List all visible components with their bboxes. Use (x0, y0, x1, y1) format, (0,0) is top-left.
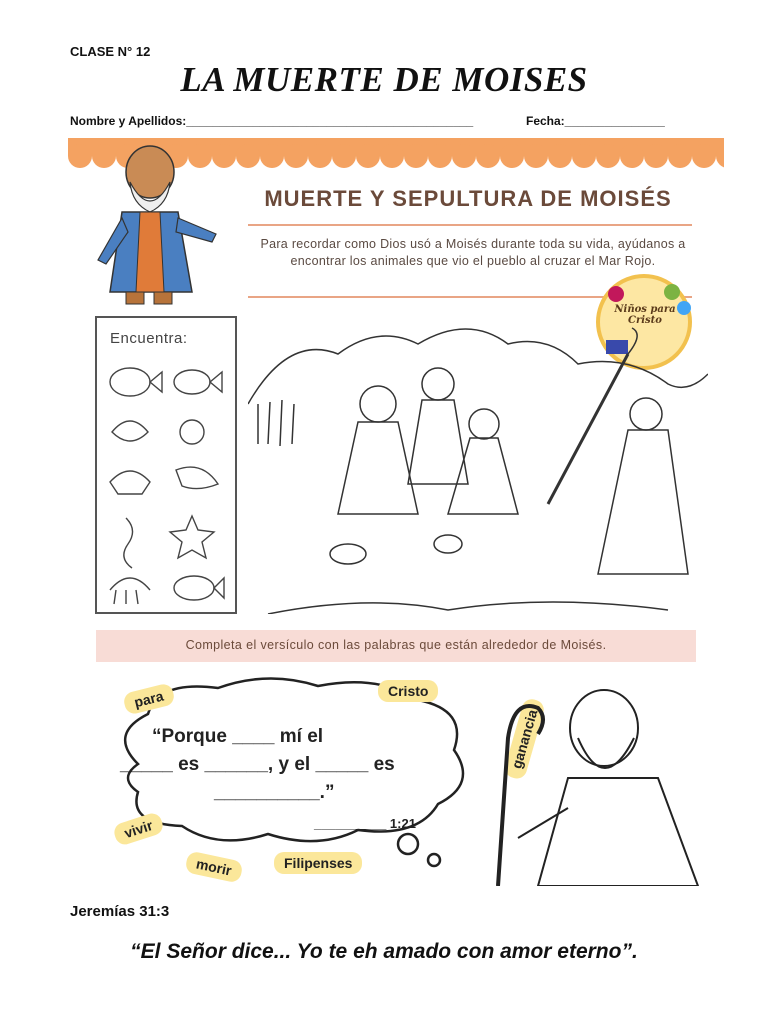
bible-quote: “El Señor dice... Yo te eh amado con amor eterno”. (130, 940, 638, 963)
word-tag-ganancia: ganancia (503, 697, 546, 781)
worksheet-title: MUERTE Y SEPULTURA DE MOISÉS (264, 186, 672, 211)
verse-line: __________.” (214, 782, 335, 803)
verse-reference: __________ 1:21 (314, 816, 416, 831)
class-number: CLASE N° 12 (70, 44, 151, 59)
page-title: LA MUERTE DE MOISES (180, 60, 588, 99)
verse-line: “Porque ____ mí el (152, 726, 324, 747)
word-tag-morir: morir (184, 850, 243, 883)
find-title: Encuentra: (110, 330, 188, 347)
old-moses-illustration (478, 678, 718, 886)
complete-instruction: Completa el versículo con las palabras que están alrededor de Moisés. (185, 638, 607, 652)
worksheet-image (68, 138, 724, 886)
worksheet-instructions: Para recordar como Dios usó a Moisés durante toda su vida, ayúdanos a encontrar los animales que vio el pueblo al cruzar el Mar Rojo. (260, 237, 686, 268)
divider (248, 224, 692, 226)
bible-reference: Jeremías 31:3 (70, 903, 170, 920)
word-tag-para: para (122, 682, 175, 715)
word-tag-cristo: Cristo (378, 680, 438, 702)
animal-icons (102, 360, 226, 606)
date-field: Fecha:_______________ (526, 114, 665, 128)
name-field: Nombre y Apellidos:___________________________________________ (70, 114, 474, 128)
moses-color-illustration (88, 142, 228, 312)
word-tag-filipenses: Filipenses (274, 852, 362, 874)
word-tag-vivir: vivir (112, 811, 165, 847)
red-sea-crossing-illustration (248, 314, 708, 614)
verse-line: _____ es ______, y el _____ es (120, 754, 395, 775)
logo-text: Niños para Cristo (614, 304, 676, 326)
